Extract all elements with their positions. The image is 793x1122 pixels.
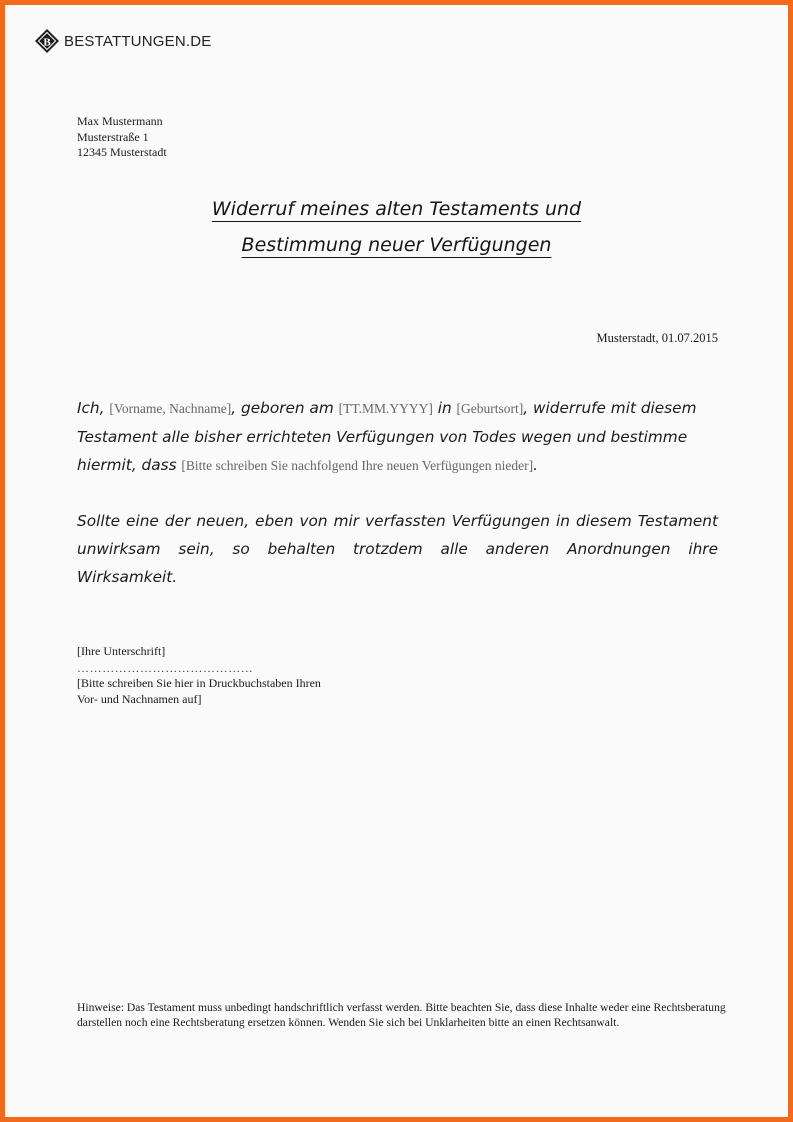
- p1-text-5: .: [533, 456, 539, 474]
- place-date: Musterstadt, 01.07.2015: [596, 331, 718, 345]
- sender-street: Musterstraße 1: [77, 129, 149, 144]
- p1-text-4: , widerrufe mit diesem Testament alle bisher errichteten Verfügungen von Todes wegen und bestimme hiermit, dass: [77, 399, 697, 474]
- p1-text-1: Ich,: [77, 399, 110, 417]
- sender-name: Max Mustermann: [77, 114, 163, 128]
- legal-note: Hinweise: Das Testament muss unbedingt handschriftlich verfasst werden. Bitte beachten Sie, dass diese Inhalte weder eine Rechtsberatung darstellen noch eine Rechtsberatung ersetzen können. Wenden Sie sich bei Unklarheiten bitte an einen Rechtsanwalt.: [77, 1001, 726, 1030]
- brand-name: BESTATTUNGEN.DE: [64, 32, 212, 50]
- signature-label: [Ihre Unterschrift]: [77, 644, 166, 658]
- sender-address: [77, 114, 167, 161]
- revocation-paragraph: [77, 394, 718, 480]
- signature-block: [77, 644, 321, 707]
- placeholder-birthdate: [TT.MM.YYYY]: [338, 401, 433, 416]
- placeholder-birthplace: [Geburtsort]: [456, 401, 524, 416]
- p1-text-3: in: [432, 399, 457, 417]
- validity-paragraph: Sollte eine der neuen, eben von mir verfassten Verfügungen in diesem Testament unwirksam sein, so behalten trotzdem alle anderen Anordnungen ihre Wirksamkeit.: [77, 512, 718, 586]
- brand-logo[interactable]: [34, 28, 211, 54]
- title-line-2: Bestimmung neuer Verfügungen: [241, 234, 552, 256]
- sender-city: 12345 Musterstadt: [77, 145, 167, 159]
- p1-text-2: , geboren am: [231, 399, 339, 417]
- logo-letter: B: [43, 36, 51, 49]
- title-line-1: Widerruf meines alten Testaments und: [211, 198, 582, 220]
- print-name-instruction-2: Vor- und Nachnamen auf]: [77, 691, 202, 706]
- signature-dotted-line: ……………………………………: [77, 660, 254, 675]
- print-name-instruction-1: [Bitte schreiben Sie hier in Druckbuchstaben Ihren: [77, 676, 321, 690]
- placeholder-name: [Vorname, Nachname]: [109, 401, 232, 416]
- placeholder-instructions: [Bitte schreiben Sie nachfolgend Ihre neuen Verfügungen nieder]: [181, 458, 534, 473]
- bestattungen-logo-icon: [34, 28, 60, 54]
